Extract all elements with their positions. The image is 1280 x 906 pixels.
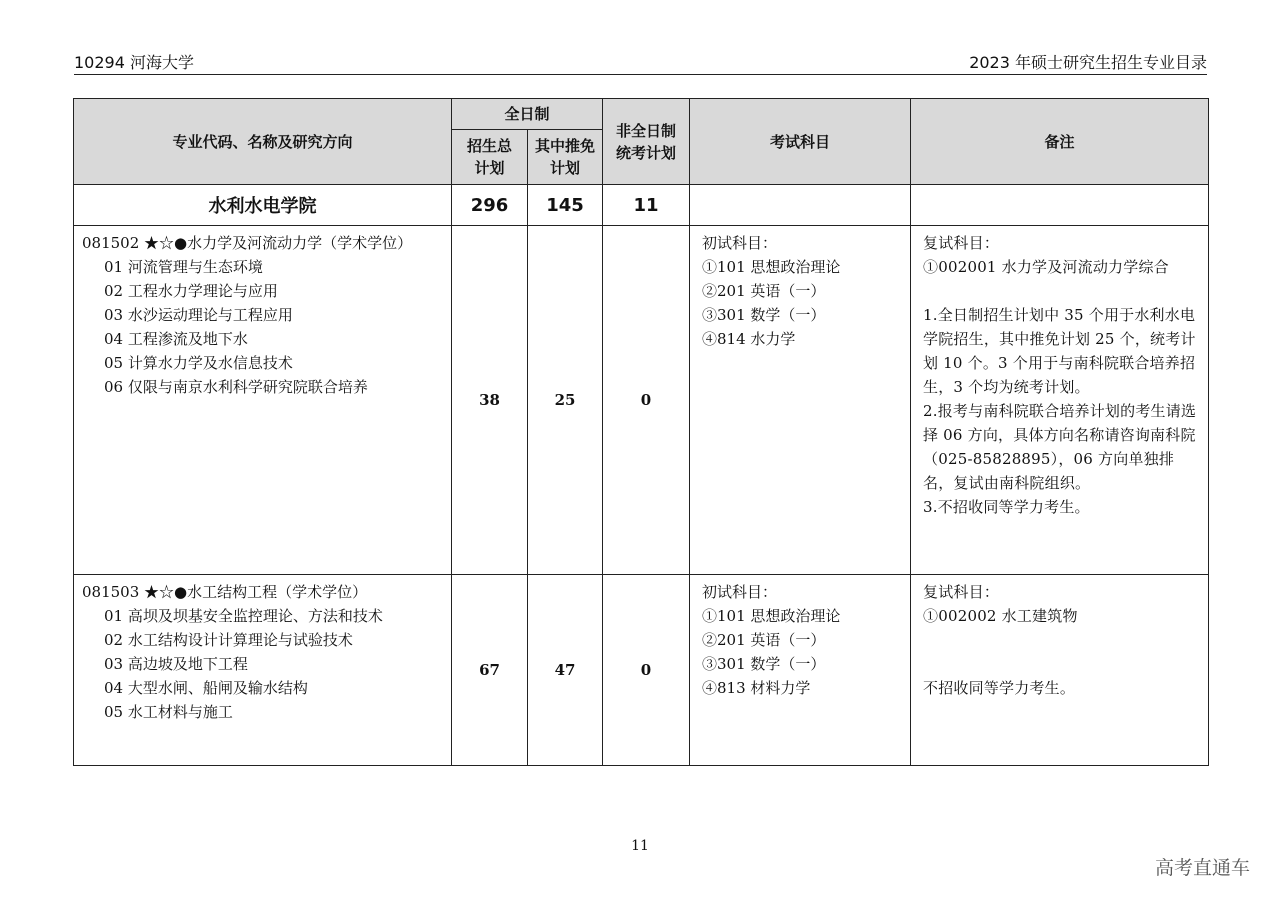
total-plan-value: 67 <box>452 575 528 766</box>
direction-item: 01 高坝及坝基安全监控理论、方法和技术 <box>104 607 383 625</box>
catalog-table <box>73 98 1209 766</box>
exam-item: ②201 英语（一） <box>702 631 826 649</box>
exam-item: ②201 英语（一） <box>702 282 826 300</box>
college-parttime: 11 <box>603 185 690 226</box>
direction-item: 04 工程渗流及地下水 <box>104 330 248 348</box>
header-fulltime: 全日制 <box>452 99 603 130</box>
major-cell <box>74 575 452 766</box>
header-major: 专业代码、名称及研究方向 <box>74 99 452 185</box>
note-line: 1.全日制招生计划中 35 个用于水利水电学院招生，其中推免计划 25 个，统考计划 10 个。3 个用于与南科院联合培养招生，3 个均为统考计划。 <box>923 306 1196 396</box>
exam-item: ④814 水力学 <box>702 330 796 348</box>
direction-item: 03 水沙运动理论与工程应用 <box>104 306 293 324</box>
note-line: 3.不招收同等学力考生。 <box>923 498 1090 516</box>
exam-heading: 初试科目： <box>702 234 778 252</box>
college-notes-empty <box>911 185 1209 226</box>
college-row <box>74 185 1209 226</box>
notes-spacer <box>923 652 1200 676</box>
notes-cell <box>911 575 1209 766</box>
major-cell <box>74 226 452 575</box>
exam-item: ①101 思想政治理论 <box>702 607 841 625</box>
direction-item: 05 计算水力学及水信息技术 <box>104 354 293 372</box>
direction-item: 02 工程水力学理论与应用 <box>104 282 278 300</box>
retest-subject: ①002002 水工建筑物 <box>923 607 1078 625</box>
major-title: 081503 ★☆●水工结构工程（学术学位） <box>82 583 368 601</box>
direction-item: 04 大型水闸、船闸及输水结构 <box>104 679 308 697</box>
header-exempt-plan-text: 其中推免计划 <box>534 137 595 177</box>
direction-item: 03 高边坡及地下工程 <box>104 655 248 673</box>
exempt-plan-value: 47 <box>528 575 603 766</box>
header-parttime-plan <box>603 99 690 185</box>
major-row <box>74 226 1209 575</box>
parttime-plan-value: 0 <box>603 226 690 575</box>
direction-item: 02 水工结构设计计算理论与试验技术 <box>104 631 353 649</box>
exam-item: ①101 思想政治理论 <box>702 258 841 276</box>
header-exempt-plan <box>528 130 603 185</box>
direction-item: 06 仅限与南京水利科学研究院联合培养 <box>104 378 368 396</box>
major-title: 081502 ★☆●水力学及河流动力学（学术学位） <box>82 234 413 252</box>
exam-item: ④813 材料力学 <box>702 679 811 697</box>
college-exempt: 145 <box>528 185 603 226</box>
exam-item: ③301 数学（一） <box>702 306 826 324</box>
watermark: 高考直通车 <box>1154 857 1250 879</box>
college-name: 水利水电学院 <box>74 185 452 226</box>
exam-cell <box>690 575 911 766</box>
direction-item: 05 水工材料与施工 <box>104 703 233 721</box>
header-total-plan <box>452 130 528 185</box>
header-exam-subjects: 考试科目 <box>690 99 911 185</box>
exam-cell <box>690 226 911 575</box>
notes-spacer <box>923 628 1200 652</box>
header-total-plan-text: 招生总计划 <box>466 137 512 177</box>
notes-cell <box>911 226 1209 575</box>
page-header <box>74 50 1207 75</box>
exam-item: ③301 数学（一） <box>702 655 826 673</box>
note-line: 2.报考与南科院联合培养计划的考生请选择 06 方向，具体方向名称请咨询南科院（025-85828895），06 方向单独排名，复试由南科院组织。 <box>923 402 1197 492</box>
notes-spacer <box>923 279 1200 303</box>
page-number: 11 <box>631 838 649 854</box>
retest-heading: 复试科目： <box>923 234 1000 252</box>
parttime-plan-value: 0 <box>603 575 690 766</box>
retest-heading: 复试科目： <box>923 583 1000 601</box>
total-plan-value: 38 <box>452 226 528 575</box>
header-notes: 备注 <box>911 99 1209 185</box>
exempt-plan-value: 25 <box>528 226 603 575</box>
catalog-title: 2023 年硕士研究生招生专业目录 <box>969 53 1207 72</box>
header-parttime-plan-text: 非全日制统考计划 <box>616 121 677 162</box>
university-label: 10294 河海大学 <box>74 53 194 72</box>
major-row <box>74 575 1209 766</box>
note-line: 不招收同等学力考生。 <box>923 679 1076 697</box>
college-total: 296 <box>452 185 528 226</box>
direction-item: 01 河流管理与生态环境 <box>104 258 263 276</box>
exam-heading: 初试科目： <box>702 583 778 601</box>
retest-subject: ①002001 水力学及河流动力学综合 <box>923 258 1169 276</box>
college-exam-empty <box>690 185 911 226</box>
